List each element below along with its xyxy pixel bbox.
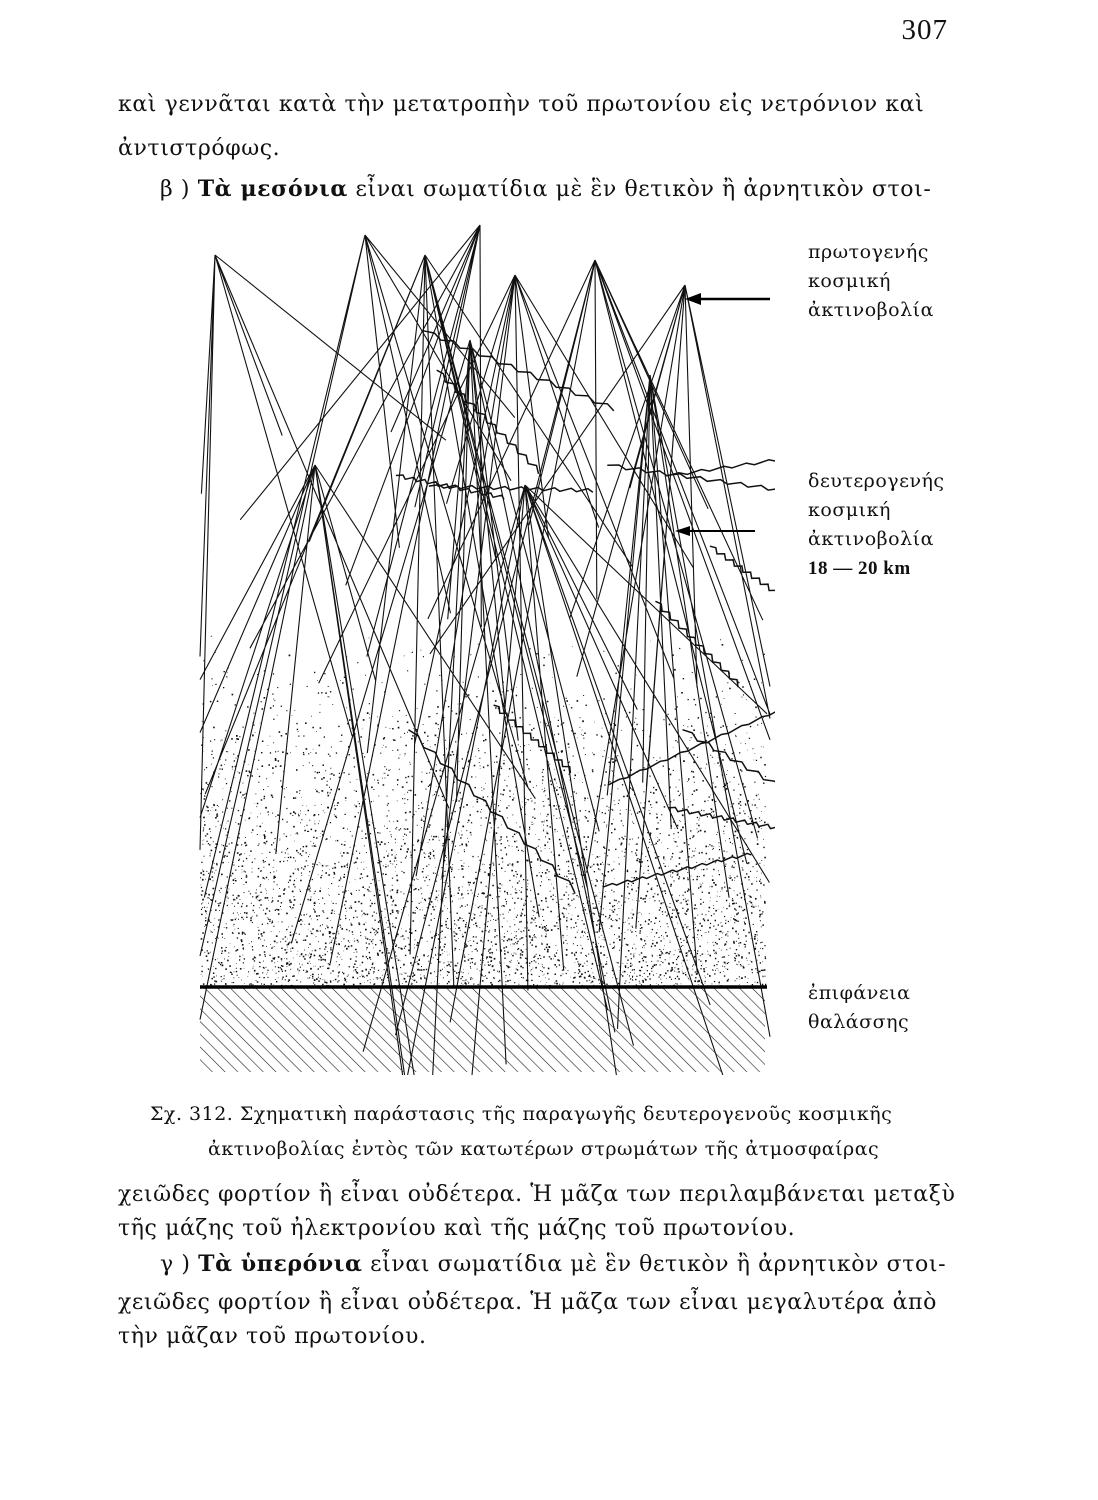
figure-caption-line2: ἀκτινοβολίας ἐντὸς τῶν κατωτέρων στρωμάτων τῆς ἀτμοσφαίρας bbox=[208, 1138, 880, 1160]
body-text-fragment: εἶναι σωματίδια μὲ ἓν θετικὸν ἢ ἀρνητικὸν στοι- bbox=[370, 1252, 947, 1277]
body-text-line: καὶ γεννᾶται κατὰ τὴν μετατροπὴν τοῦ πρωτονίου εἰς νετρόνιον καὶ bbox=[118, 92, 925, 117]
label-line: πρωτογενής bbox=[808, 241, 929, 263]
term-mesons: Τὰ μεσόνια bbox=[197, 176, 348, 202]
body-text-line: χειῶδες φορτίον ἢ εἶναι οὐδέτερα. Ἡ μᾶζα των περιλαμβάνεται μεταξὺ bbox=[118, 1182, 956, 1207]
label-line: κοσμική bbox=[808, 499, 891, 521]
sea-hatch bbox=[200, 987, 765, 1072]
body-text-line: χειῶδες φορτίον ἢ εἶναι οὐδέτερα. Ἡ μᾶζα των εἶναι μεγαλυτέρα ἀπὸ bbox=[118, 1290, 937, 1315]
atmosphere-density-stipple bbox=[200, 636, 767, 989]
body-text-line: τῆς μάζης τοῦ ἠλεκτρονίου καὶ τῆς μάζης τοῦ πρωτονίου. bbox=[118, 1216, 796, 1241]
stipple-dots bbox=[200, 636, 767, 989]
cosmic-ray-figure bbox=[195, 215, 775, 1075]
label-sea-surface bbox=[808, 979, 910, 1037]
body-text-line bbox=[160, 176, 931, 202]
label-line: ἀκτινοβολία bbox=[808, 299, 934, 321]
figure-caption-line1: Σχ. 312. Σχηματικὴ παράστασις τῆς παραγωγῆς δευτερογενοῦς κοσμικῆς bbox=[150, 1103, 893, 1125]
page-number: 307 bbox=[901, 14, 948, 46]
body-text-line bbox=[160, 1251, 946, 1277]
label-primary-radiation bbox=[808, 238, 934, 325]
list-marker: β ) bbox=[160, 177, 191, 202]
label-line: θαλάσσης bbox=[808, 1011, 910, 1033]
body-text-fragment: εἶναι σωματίδια μὲ ἓν θετικὸν ἢ ἀρνητικὸν στοι- bbox=[355, 177, 932, 202]
label-secondary-radiation bbox=[808, 467, 945, 583]
body-text-line: ἀντιστρόφως. bbox=[118, 136, 281, 161]
particle-tracks bbox=[200, 225, 775, 1075]
track-lines bbox=[200, 225, 770, 1075]
secondary-arrow bbox=[675, 526, 755, 536]
primary-arrow bbox=[685, 293, 770, 305]
label-line: ἐπιφάνεια bbox=[808, 982, 911, 1004]
term-hyperons: Τὰ ὑπερόνια bbox=[198, 1251, 363, 1277]
label-altitude: 18 — 20 km bbox=[808, 558, 911, 579]
label-line: κοσμική bbox=[808, 270, 891, 292]
label-line: ἀκτινοβολία bbox=[808, 528, 934, 550]
label-line: δευτερογενής bbox=[808, 470, 945, 492]
list-marker: γ ) bbox=[160, 1252, 191, 1277]
body-text-line: τὴν μᾶζαν τοῦ πρωτονίου. bbox=[118, 1324, 427, 1349]
